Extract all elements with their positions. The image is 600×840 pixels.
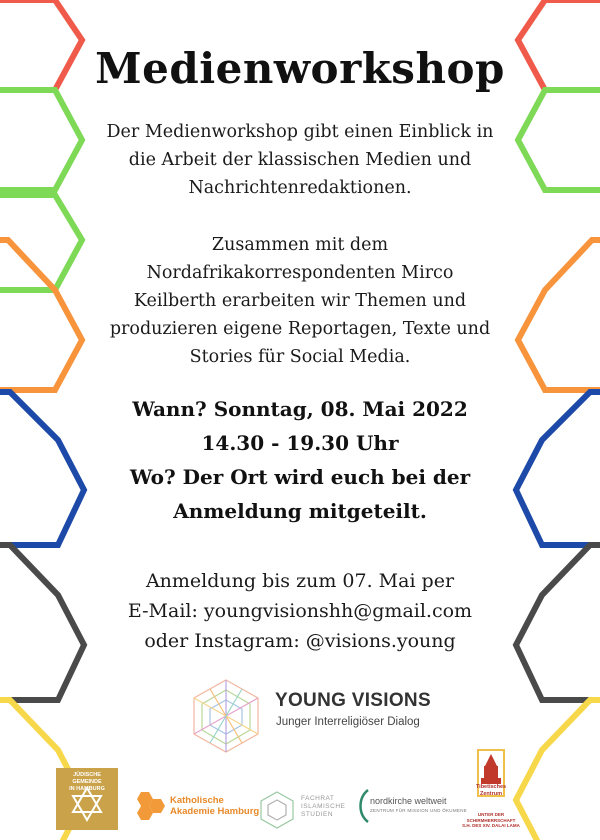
young-visions-logo-icon — [186, 676, 266, 756]
partner-text-line: STUDIEN — [301, 811, 334, 818]
fachrat-hexagon-icon — [257, 790, 297, 830]
partner-text-line: Tibetisches — [475, 784, 507, 790]
partner-text-line: Akademie Hamburg — [170, 806, 260, 817]
event-date: Wann? Sonntag, 08. Mai 2022 — [132, 397, 468, 421]
description-line: produzieren eigene Reportagen, Texte und — [109, 319, 491, 339]
partner-tibetisches-zentrum-logo — [460, 748, 522, 834]
partner-tibetisches-zentrum-name — [460, 784, 522, 797]
right-gray-hexagon — [516, 545, 600, 700]
organizer-name: YOUNG VISIONS — [275, 690, 431, 711]
organizer-tagline: Junger Interreligiöser Dialog — [276, 716, 420, 728]
partner-text-line: SCHIRMHERRSCHAFT — [466, 817, 516, 823]
intro-paragraph — [100, 118, 500, 202]
event-location-line: Anmeldung mitgeteilt. — [173, 499, 427, 523]
partner-nordkirche-subtitle: ZENTRUM FÜR MISSION UND ÖKUMENE — [370, 808, 468, 813]
description-paragraph — [100, 231, 500, 371]
intro-line: die Arbeit der klassischen Medien und — [128, 150, 472, 170]
partner-juedische-gemeinde-logo — [56, 768, 118, 830]
poster-title: Medienworkshop — [95, 44, 505, 93]
partner-text-line: ISLAMISCHE — [301, 803, 346, 810]
partner-text-line: Katholische — [170, 795, 224, 806]
description-line: Stories für Social Media. — [189, 347, 411, 367]
registration-instagram: oder Instagram: @visions.young — [144, 630, 456, 652]
star-of-david-icon — [56, 768, 118, 830]
partner-fachrat-islamische-studien — [301, 795, 345, 819]
partner-text-line: FACHRAT — [301, 795, 335, 802]
intro-line: Der Medienworkshop gibt einen Einblick in — [106, 122, 494, 142]
partner-text-line: UNTER DER — [477, 812, 505, 817]
right-green-hexagon — [518, 90, 600, 190]
partner-text-line: IN HAMBURG — [69, 786, 105, 792]
registration-deadline: Anmeldung bis zum 07. Mai per — [145, 570, 455, 592]
left-gray-hexagon — [0, 545, 84, 700]
left-blue-hexagon — [0, 392, 84, 545]
event-time: 14.30 - 19.30 Uhr — [201, 431, 399, 455]
left-green-hexagon — [0, 90, 82, 190]
when-where-block — [90, 392, 510, 528]
nordkirche-swoosh-icon — [356, 788, 372, 824]
partner-text-line: S.H. DES XIV. DALAI LAMA — [462, 823, 520, 828]
partner-tibetisches-zentrum-patronage — [460, 812, 522, 829]
intro-line: Nachrichtenredaktionen. — [188, 178, 412, 198]
description-line: Zusammen mit dem — [211, 235, 389, 255]
right-blue-hexagon — [516, 392, 600, 545]
partner-nordkirche-weltweit: nordkirche weltweit — [370, 796, 447, 806]
registration-block — [90, 566, 510, 656]
right-orange-hexagon — [518, 240, 600, 390]
right-yellow-hexagon — [516, 700, 600, 840]
katholische-akademie-hexagon-icon — [132, 790, 168, 822]
description-line: Nordafrikakorrespondenten Mirco — [146, 263, 454, 283]
partner-katholische-akademie — [170, 795, 259, 817]
registration-email: E-Mail: youngvisionshh@gmail.com — [127, 600, 473, 622]
partner-text-line: Zentrum — [480, 790, 502, 797]
description-line: Keilberth erarbeiten wir Themen und — [133, 291, 467, 311]
partner-text-line: JÜDISCHE GEMEINDE — [72, 772, 102, 785]
event-location-line: Wo? Der Ort wird euch bei der — [129, 465, 471, 489]
